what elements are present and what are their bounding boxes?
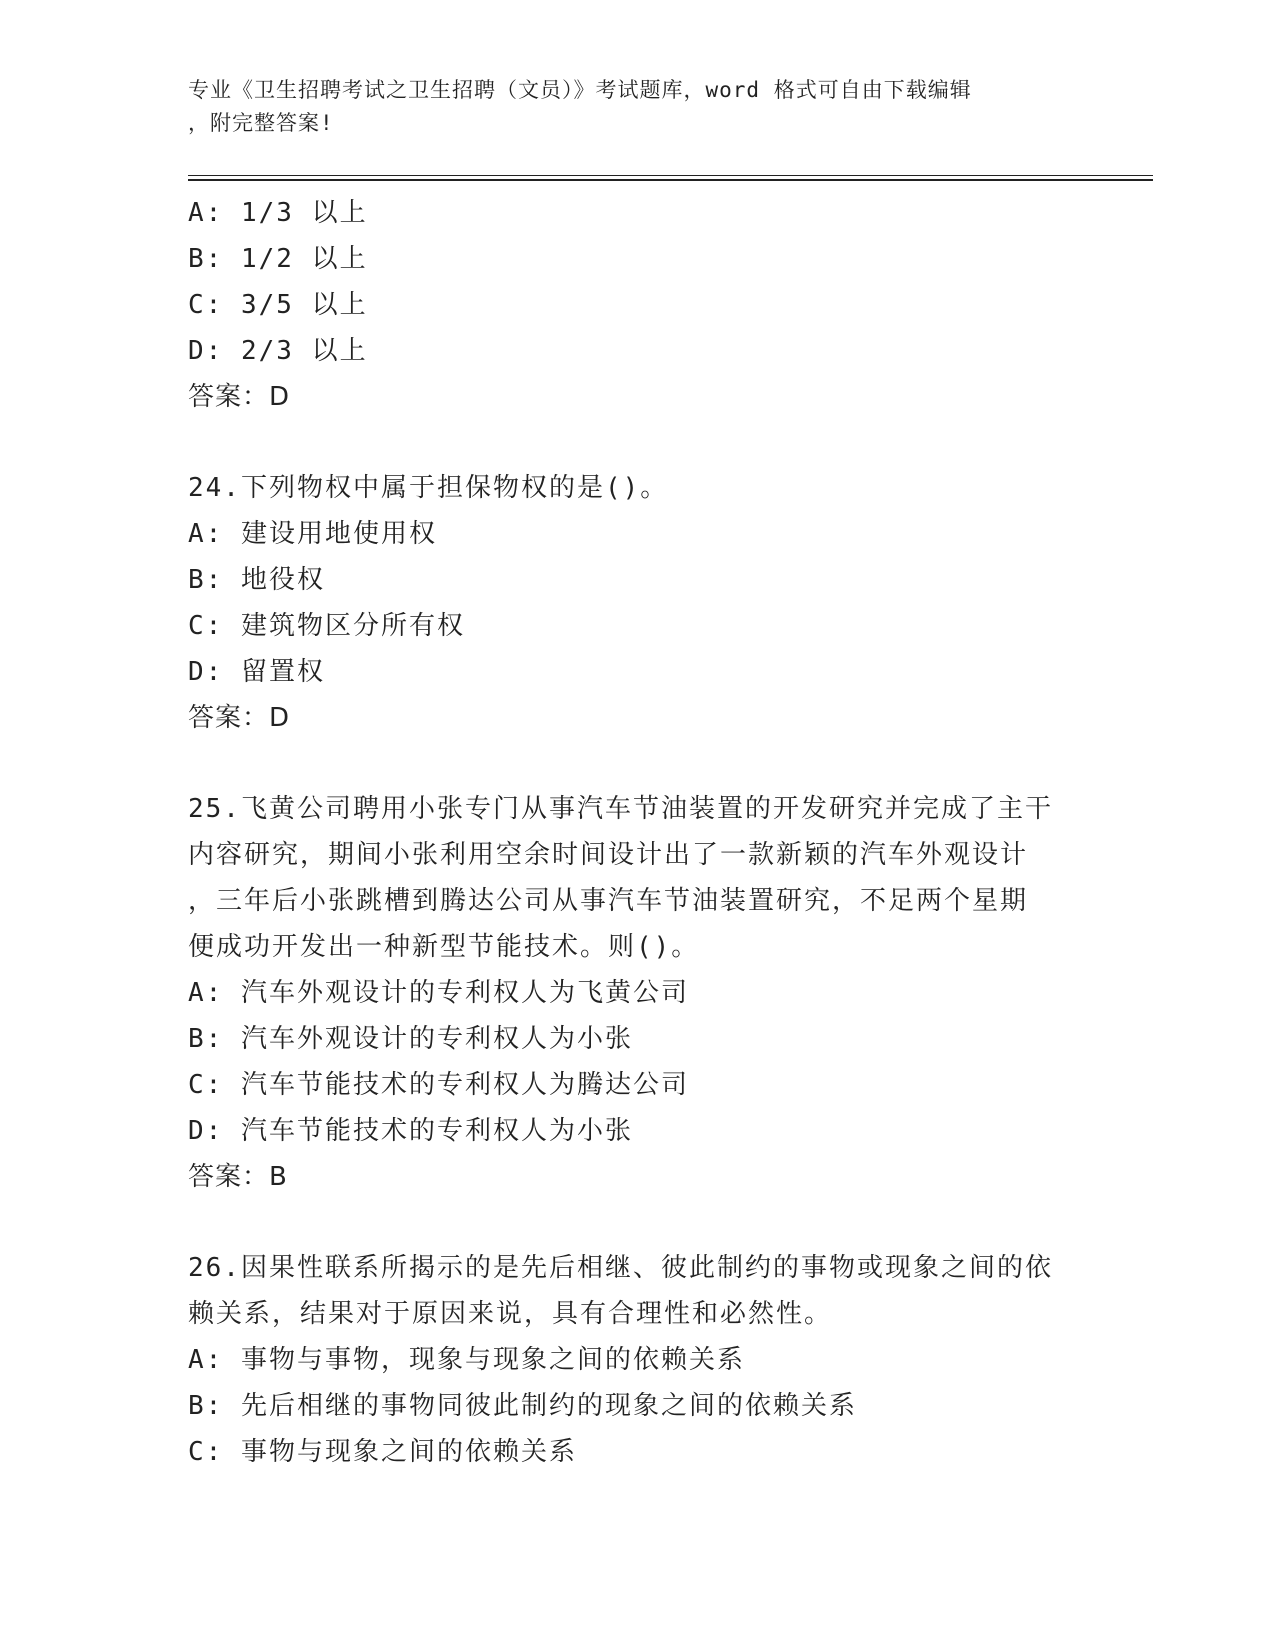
question-list [188,190,1088,1475]
question-stem-line: 便成功开发出一种新型节能技术。则()。 [188,932,700,962]
option-d: D: 2/3 以上 [188,336,368,366]
question-stem: 24.下列物权中属于担保物权的是()。 [188,473,669,503]
option-a: A: 建设用地使用权 [188,519,437,549]
header-title-line-2: ，附完整答案! [188,111,334,135]
header-title-line-1: 专业《卫生招聘考试之卫生招聘（文员）》考试题库，word 格式可自由下载编辑 [188,78,972,102]
option-a: A: 1/3 以上 [188,198,368,228]
option-a: A: 汽车外观设计的专利权人为飞黄公司 [188,978,689,1008]
question-25 [188,786,1088,1200]
question-24 [188,465,1088,741]
option-b: B: 地役权 [188,565,325,595]
option-b: B: 1/2 以上 [188,244,368,274]
header-divider-thin [188,175,1153,176]
question-stem-line: 内容研究，期间小张利用空余时间设计出了一款新颖的汽车外观设计 [188,840,1029,870]
question-stem-line: ，三年后小张跳槽到腾达公司从事汽车节油装置研究，不足两个星期 [188,886,1029,916]
option-b: B: 先后相继的事物同彼此制约的现象之间的依赖关系 [188,1391,857,1421]
question-stem-line: 26.因果性联系所揭示的是先后相继、彼此制约的事物或现象之间的依 [188,1253,1053,1283]
question-stem-line: 赖关系，结果对于原因来说，具有合理性和必然性。 [188,1299,833,1329]
question-23 [188,190,1088,420]
document-header [188,74,1068,140]
question-26 [188,1245,1088,1475]
option-d: D: 汽车节能技术的专利权人为小张 [188,1116,633,1146]
answer-line: 答案：D [188,382,291,412]
option-c: C: 汽车节能技术的专利权人为腾达公司 [188,1070,689,1100]
option-c: C: 3/5 以上 [188,290,368,320]
option-d: D: 留置权 [188,657,325,687]
question-stem-line: 25.飞黄公司聘用小张专门从事汽车节油装置的开发研究并完成了主干 [188,794,1053,824]
answer-line: 答案：D [188,703,291,733]
header-divider-thick [188,179,1153,181]
option-a: A: 事物与事物，现象与现象之间的依赖关系 [188,1345,745,1375]
option-c: C: 事物与现象之间的依赖关系 [188,1437,577,1467]
option-b: B: 汽车外观设计的专利权人为小张 [188,1024,633,1054]
option-c: C: 建筑物区分所有权 [188,611,465,641]
answer-line: 答案：B [188,1162,288,1192]
